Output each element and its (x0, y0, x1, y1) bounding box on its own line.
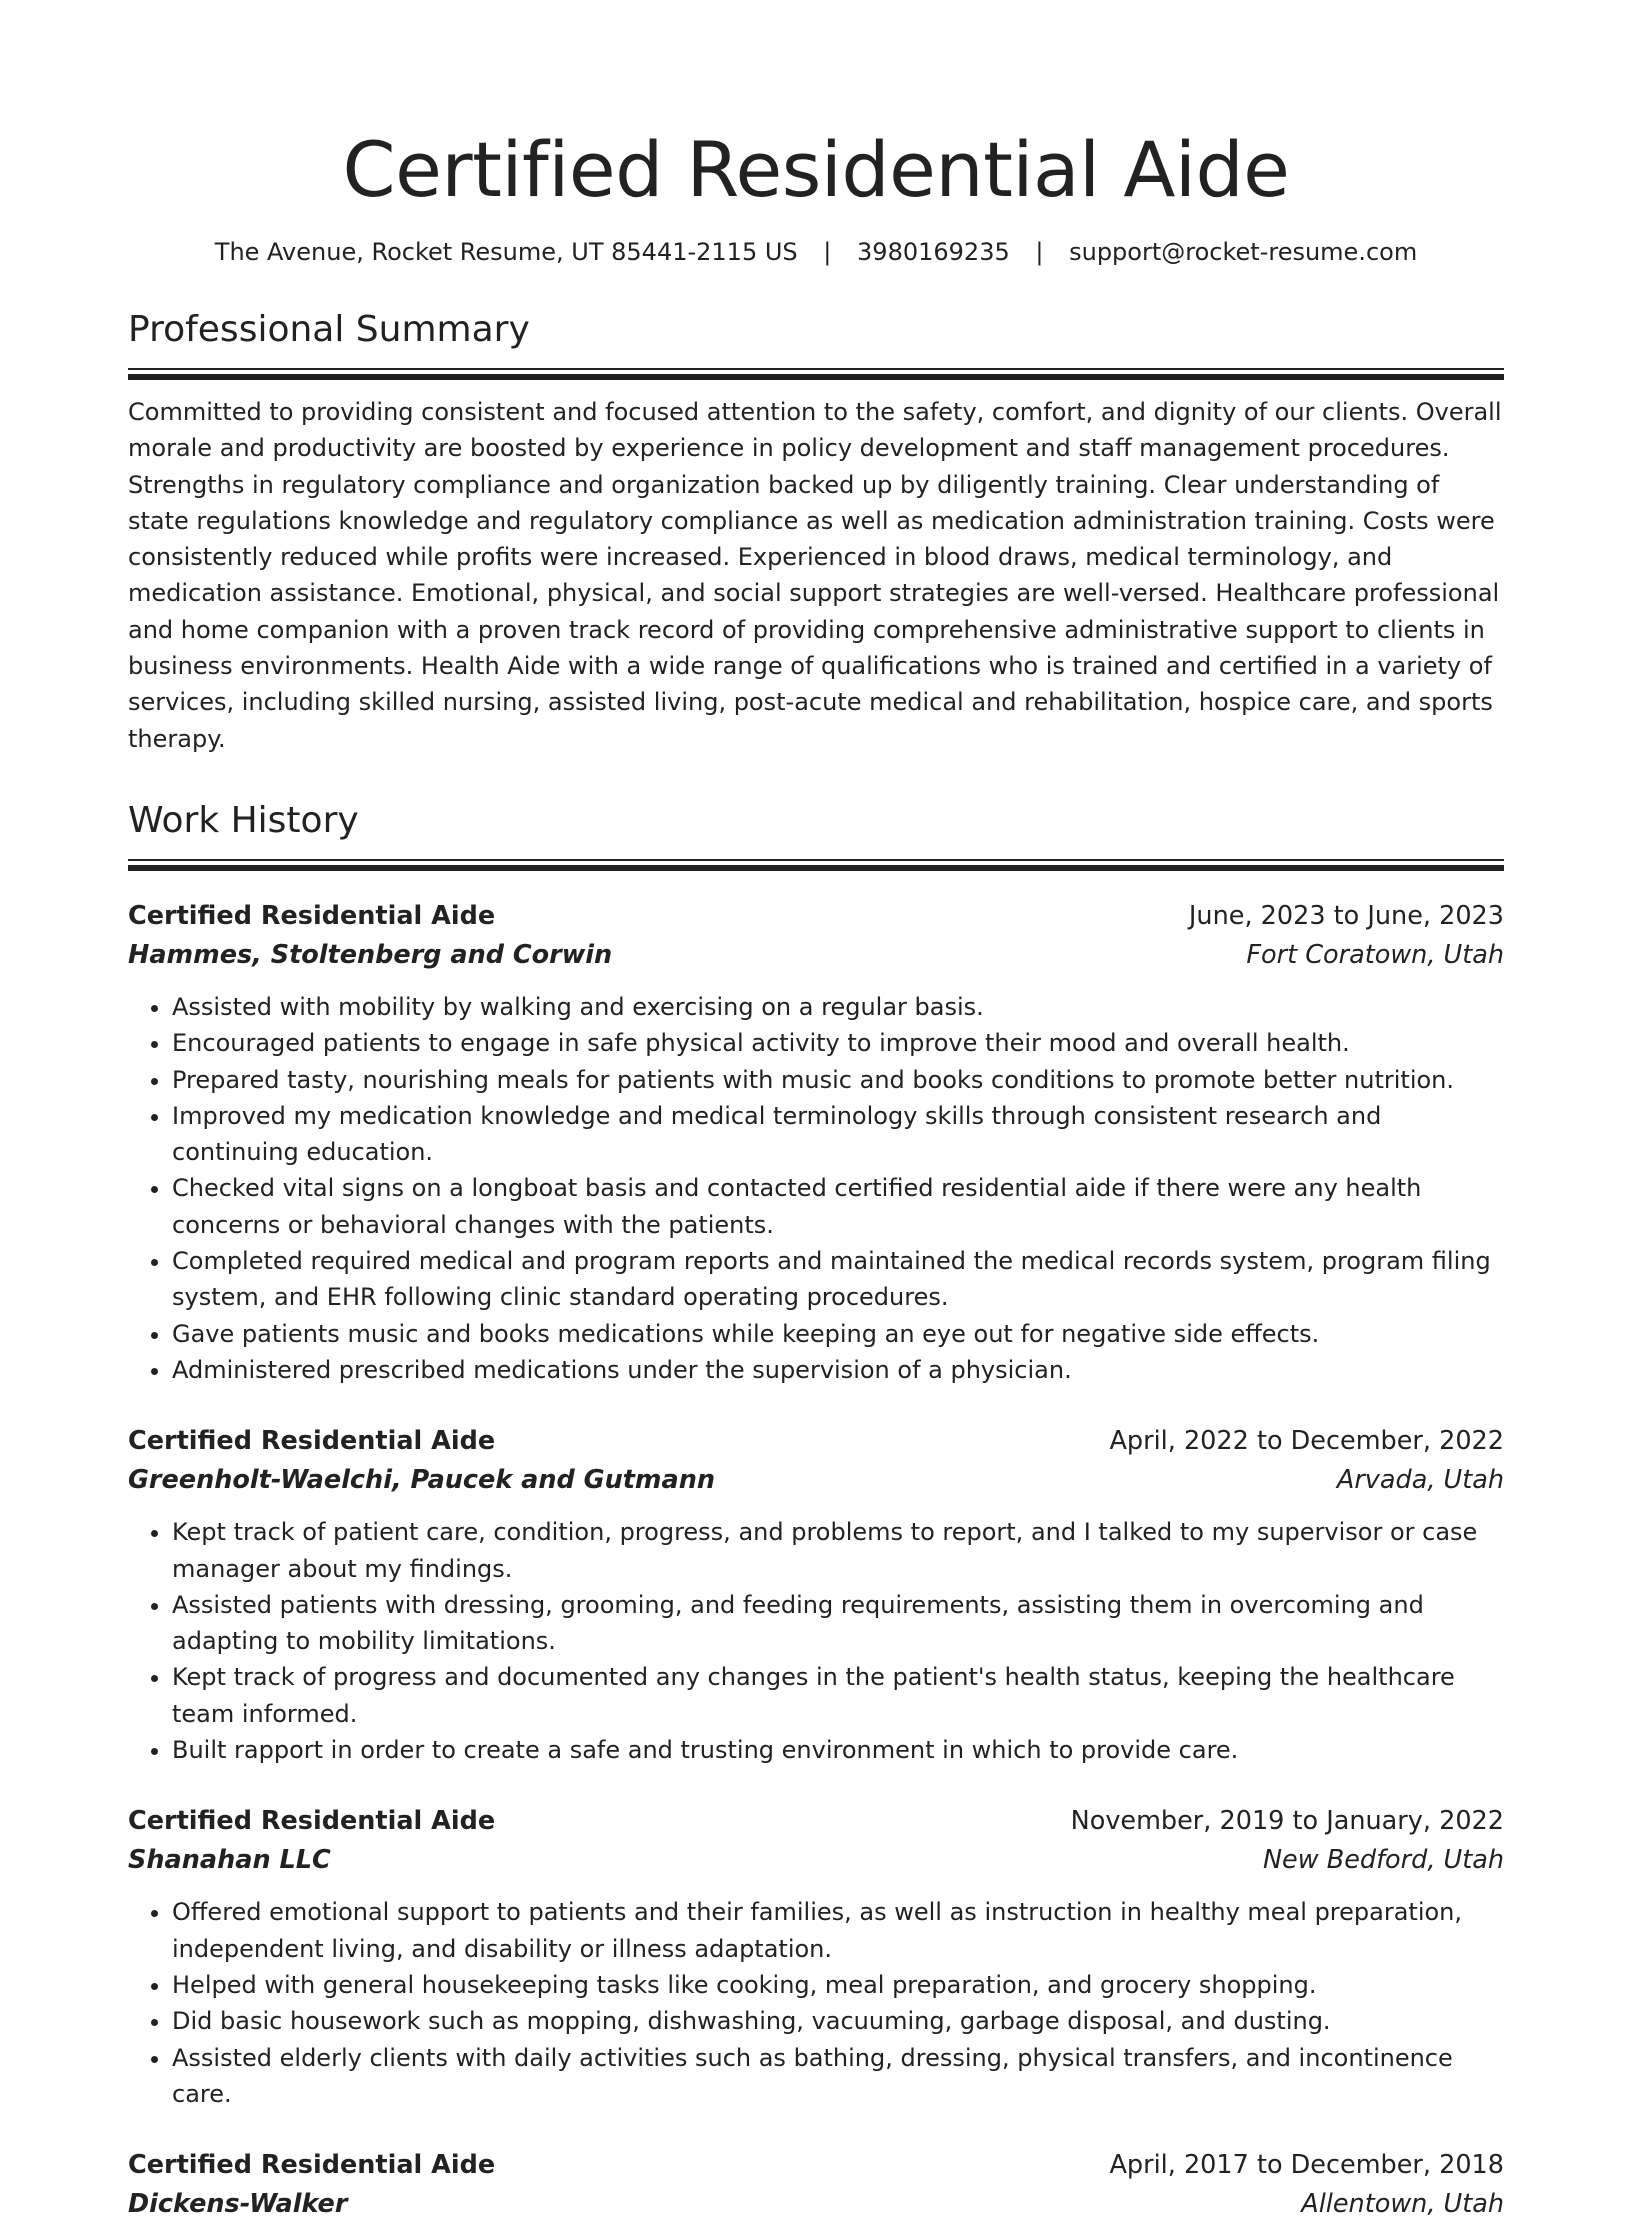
job-company: Greenholt-Waelchi, Paucek and Gutmann (128, 1465, 716, 1496)
job-bullet-item: • Prepared tasty, nourishing meals for patients with music and books conditions to promote better nutrition. (172, 1062, 1504, 1098)
section-heading-work-history: Work History (128, 799, 359, 841)
job-company: Shanahan LLC (128, 1845, 331, 1876)
contact-phone: 3980169235 (857, 238, 1010, 266)
job-location: Allentown, Utah (1301, 2189, 1504, 2220)
job-bullet-item: • Encouraged patients to engage in safe physical activity to improve their mood and overall health. (172, 1025, 1504, 1061)
job-bullet-item: • Completed required medical and program reports and maintained the medical records system, program filing system, and EHR following clinic standard operating procedures. (172, 1243, 1504, 1316)
job-bullet-list (128, 989, 1504, 1388)
job-bullet-item: • Assisted patients with dressing, grooming, and feeding requirements, assisting them in overcoming and adapting to mobility limitations. (172, 1587, 1504, 1660)
job-title: Certified Residential Aide (128, 1806, 496, 1837)
job-company-row (128, 2185, 1504, 2224)
job-company: Hammes, Stoltenberg and Corwin (128, 939, 613, 970)
job-bullet-item: • Offered emotional support to patients and their families, as well as instruction in healthy meal preparation, independent living, and disability or illness adaptation. (172, 1894, 1504, 1967)
job-company: Dickens-Walker (128, 2189, 348, 2220)
job-title: Certified Residential Aide (128, 2150, 496, 2181)
job-bullet-item: • Administered prescribed medications under the supervision of a physician. (172, 1352, 1504, 1388)
job-bullet-list (128, 1894, 1504, 2112)
job-company-row (128, 1841, 1504, 1880)
contact-line (128, 236, 1504, 268)
job-header-row (128, 897, 1504, 936)
job-entry (128, 897, 1504, 1388)
job-bullet-item: • Checked vital signs on a longboat basis and contacted certified residential aide if there were any health concerns or behavioral changes with the patients. (172, 1170, 1504, 1243)
job-header-row (128, 1802, 1504, 1841)
job-bullet-item: • Built rapport in order to create a safe and trusting environment in which to provide care. (172, 1732, 1504, 1768)
job-title: Certified Residential Aide (128, 1426, 496, 1457)
job-bullet-item: • Improved my medication knowledge and medical terminology skills through consistent research and continuing education. (172, 1098, 1504, 1171)
job-bullet-list (128, 1514, 1504, 1768)
job-bullet-item: • Assisted with mobility by walking and exercising on a regular basis. (172, 989, 1504, 1025)
job-dates: November, 2019 to January, 2022 (1070, 1806, 1504, 1837)
resume-name-title: Certified Residential Aide (342, 125, 1290, 214)
job-bullet-item: • Helped with general housekeeping tasks like cooking, meal preparation, and grocery shopping. (172, 1967, 1504, 2003)
contact-separator: | (1035, 238, 1044, 266)
contact-email: support@rocket-resume.com (1069, 238, 1418, 266)
job-bullet-item: • Gave patients music and books medications while keeping an eye out for negative side effects. (172, 1316, 1504, 1352)
job-dates: April, 2022 to December, 2022 (1109, 1426, 1504, 1457)
resume-page (128, 120, 1504, 2224)
job-list (128, 897, 1504, 2224)
contact-separator: | (823, 238, 832, 266)
job-location: Fort Coratown, Utah (1246, 939, 1504, 970)
job-entry (128, 1422, 1504, 1768)
job-dates: April, 2017 to December, 2018 (1109, 2150, 1504, 2181)
job-company-row (128, 1461, 1504, 1500)
job-bullet-item: • Did basic housework such as mopping, dishwashing, vacuuming, garbage disposal, and dusting. (172, 2003, 1504, 2039)
job-dates: June, 2023 to June, 2023 (1188, 900, 1504, 931)
job-title: Certified Residential Aide (128, 900, 496, 931)
job-bullet-item: • Assisted elderly clients with daily activities such as bathing, dressing, physical transfers, and incontinence care. (172, 2040, 1504, 2113)
job-header-row (128, 1422, 1504, 1461)
work-history-section (128, 797, 1504, 2224)
job-entry (128, 1802, 1504, 2112)
summary-paragraph: Committed to providing consistent and focused attention to the safety, comfort, and dignity of our clients. Overall morale and productivity are boosted by experience in policy development and staff management procedures. Strengths in regulatory compliance and organization backed up by diligently training. Clear understanding of state regulations knowledge and regulatory compliance as well as medication administration training. Costs were consistently reduced while profits were increased. Experienced in blood draws, medical terminology, and medication assistance. Emotional, physical, and social support strategies are well-versed. Healthcare professional and home companion with a proven track record of providing comprehensive administrative support to clients in business environments. Health Aide with a wide range of qualifications who is trained and certified in a variety of services, including skilled nursing, assisted living, post-acute medical and rehabilitation, hospice care, and sports therapy. (128, 398, 1502, 753)
job-location: Arvada, Utah (1336, 1465, 1504, 1496)
job-entry (128, 2146, 1504, 2224)
job-company-row (128, 936, 1504, 975)
contact-address: The Avenue, Rocket Resume, UT 85441-2115 US (214, 238, 798, 266)
job-header-row (128, 2146, 1504, 2185)
job-bullet-item: • Kept track of progress and documented any changes in the patient's health status, keeping the healthcare team informed. (172, 1659, 1504, 1732)
section-divider (128, 368, 1504, 380)
job-location: New Bedford, Utah (1262, 1845, 1504, 1876)
section-heading-summary: Professional Summary (128, 309, 530, 350)
professional-summary-section (128, 306, 1504, 757)
job-bullet-item: • Kept track of patient care, condition, progress, and problems to report, and I talked to my supervisor or case manager about my findings. (172, 1514, 1504, 1587)
section-divider (128, 859, 1504, 871)
